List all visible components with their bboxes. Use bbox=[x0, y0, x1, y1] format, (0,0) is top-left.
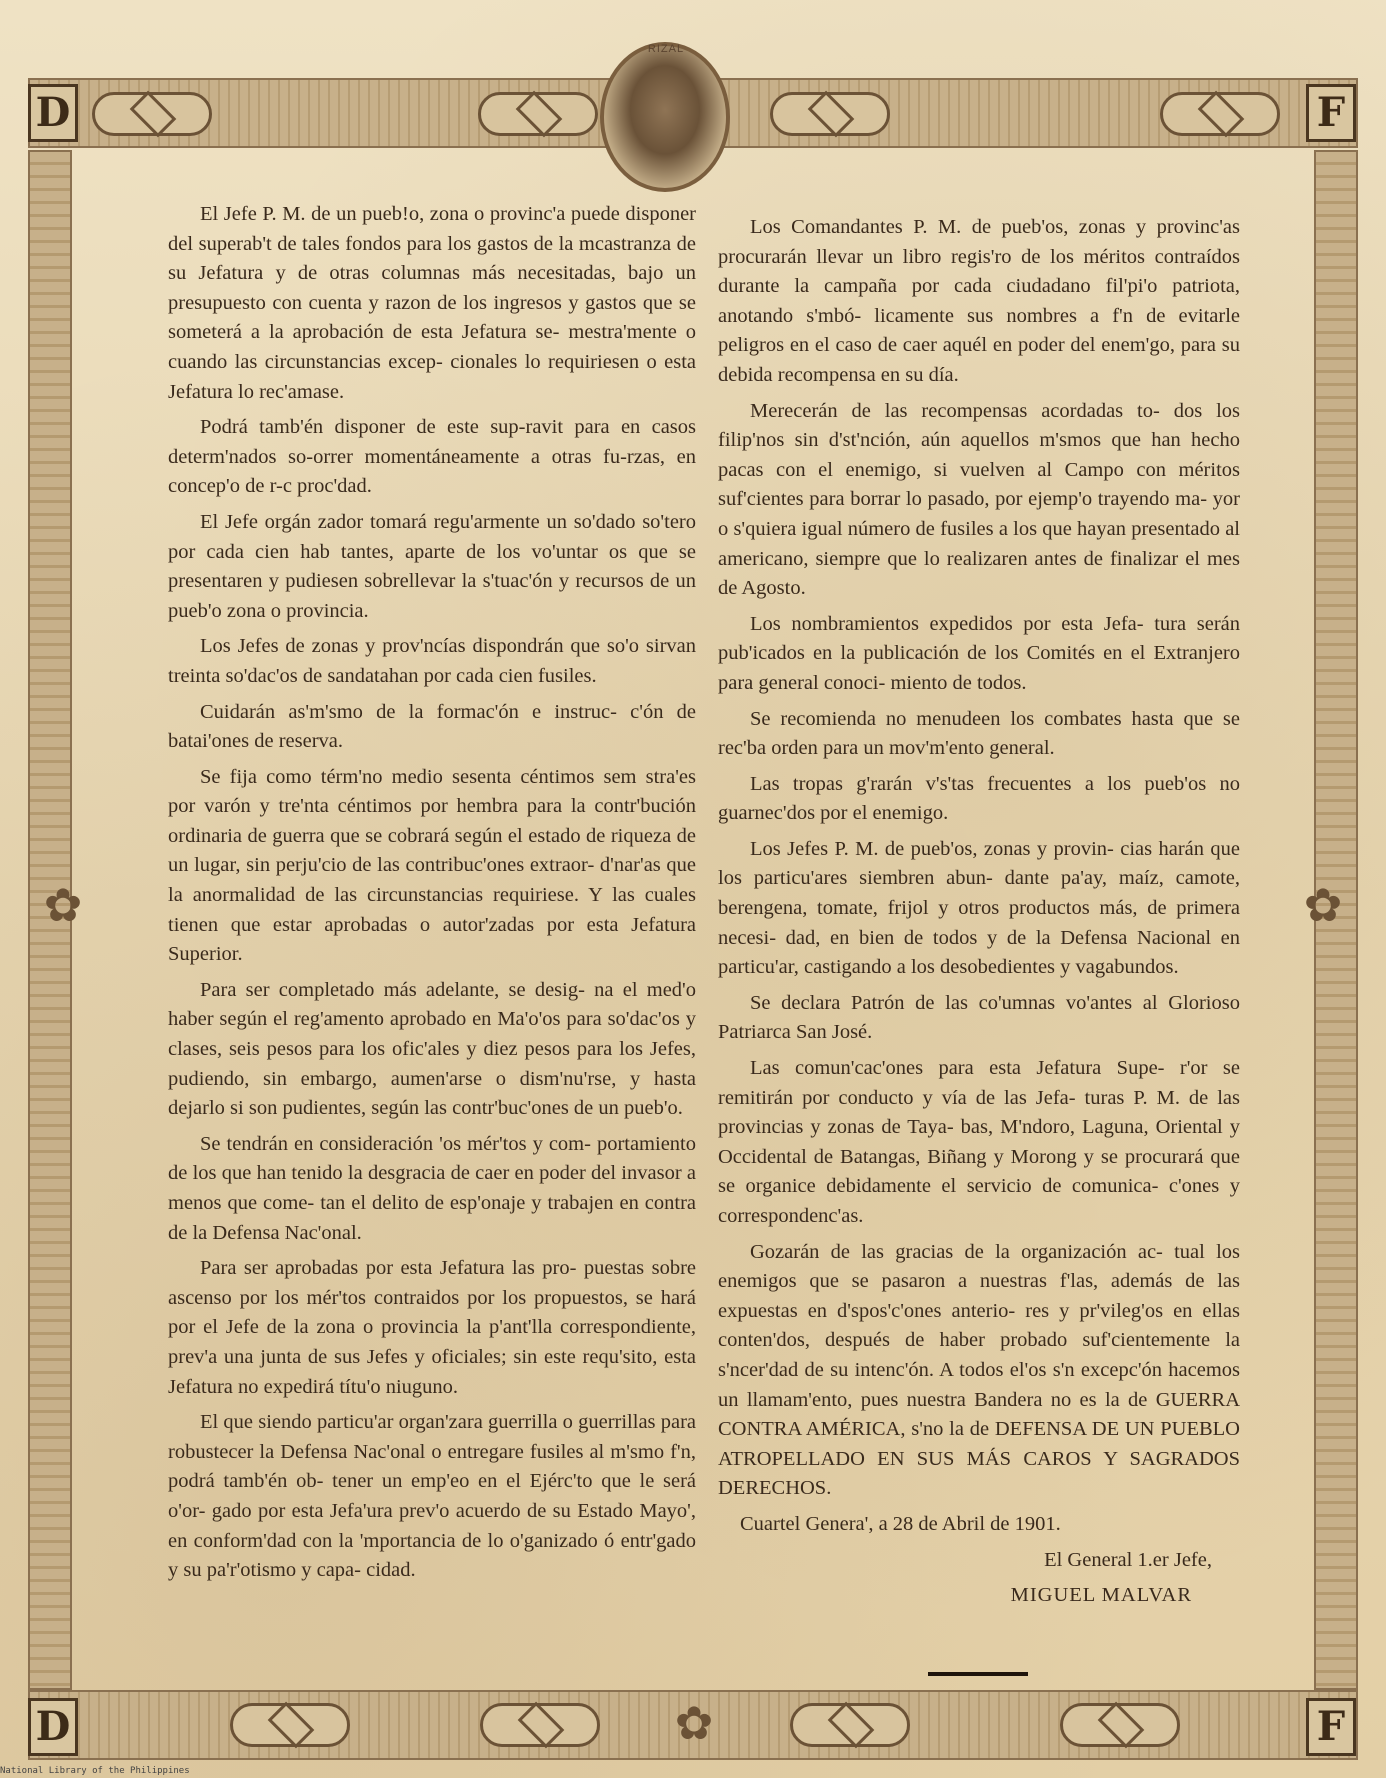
flower-ornament-icon: ✿ bbox=[1303, 880, 1343, 931]
paragraph: Para ser completado más adelante, se desig- na el med'o haber según el reg'amento aprobado en Ma'o'os para so'dac'os y clases, seis pesos para los ofic'ales y diez pesos para los Jefes, pudiendo, sin embargo, aumen'arse o dism'nu'rse, y hasta dejarlo si son pudientes, según las contr'buc'ones de un pueb'o. bbox=[168, 978, 696, 1120]
scroll-ornament-icon bbox=[230, 1703, 350, 1747]
right-text-column bbox=[718, 213, 1240, 1617]
corner-monogram-bottom-right: F bbox=[1306, 1698, 1356, 1756]
scroll-ornament-icon bbox=[480, 1703, 600, 1747]
scroll-ornament-icon bbox=[478, 92, 598, 136]
paragraph: Se declara Patrón de las co'umnas vo'antes al Glorioso Patriarca San José. bbox=[718, 991, 1240, 1044]
scroll-ornament-icon bbox=[1160, 92, 1280, 136]
scroll-ornament-icon bbox=[790, 1703, 910, 1747]
portrait-label: RIZAL bbox=[647, 43, 685, 55]
flower-ornament-icon: ✿ bbox=[674, 1698, 714, 1749]
signature-name: MIGUEL MALVAR bbox=[1010, 1584, 1192, 1607]
paragraph: Los Jefes P. M. de pueb'os, zonas y provin- cias harán que los particu'ares siembren abun- dante pa'ay, maíz, camote, berengena, tomate, frijol y otros productos más, de primera necesi- dad, en bien de todos y de la Defensa Nacional en particu'ar, castigando a los desobedientes y vagabundos. bbox=[718, 837, 1240, 979]
scroll-ornament-icon bbox=[1060, 1703, 1180, 1747]
corner-monogram-top-right: F bbox=[1306, 84, 1356, 142]
paragraph: Las tropas g'rarán v's'tas frecuentes a los pueb'os no guarnec'dos por el enemigo. bbox=[718, 772, 1240, 825]
paragraph: Se recomienda no menudeen los combates hasta que se rec'ba orden para un mov'm'ento general. bbox=[718, 707, 1240, 760]
closing-rule bbox=[928, 1672, 1028, 1676]
corner-monogram-bottom-left: D bbox=[28, 1698, 78, 1756]
paragraph: Los nombramientos expedidos por esta Jefa- tura serán pub'icados en la publicación de los Comités en el Extranjero para general conoci- miento de todos. bbox=[718, 612, 1240, 694]
scroll-ornament-icon bbox=[92, 92, 212, 136]
footer-credit: National Library of the Philippines bbox=[0, 1766, 190, 1776]
paragraph: El que siendo particu'ar organ'zara guerrilla o guerrillas para robustecer la Defensa Nac'onal o entregare fusiles al m'smo f'n, podrá tamb'én ob- tener un emp'eo en el Ejérc'to que le será o'or- gado por esta Jefa'ura prev'o acuerdo de su Estado Mayo', en conform'dad con la 'mportancia de lo o'ganizado ó entr'gado y su pa'r'otismo y capa- cidad. bbox=[168, 1411, 696, 1582]
paragraph: Merecerán de las recompensas acordadas to- dos los filip'nos sin d'st'nción, aún aquellos m'smos que han hecho pacas con el enemigo, si vuelven al Campo con méritos suf'cientes para borrar lo pasado, por ejemp'o trayendo ma- yor o s'quiera igual número de fusiles a los que hayan presentado al americano, siempre que lo realizaren antes de finalizar el mes de Agosto. bbox=[718, 399, 1240, 600]
paragraph: El Jefe P. M. de un pueb!o, zona o provinc'a puede disponer del superab't de tales fondos para los gastos de la mcastranza de su Jefatura y de otras columnas más necesitadas, bajo un presupuesto con cuenta y razon de los ingresos y gastos que se someterá a la aprobación de esta Jefatura se- mestra'mente o cuando las circunstancias excep- cionales lo requiriesen o esta Jefatura lo rec'amase. bbox=[168, 203, 696, 403]
paragraph: El Jefe orgán zador tomará regu'armente un so'dado so'tero por cada cien hab tantes, aparte de los vo'untar os que se presentaren y pudiesen sobrellevar la s'tuac'ón y recursos de un pueb'o zona o provincia. bbox=[168, 510, 696, 622]
corner-monogram-top-left: D bbox=[28, 84, 78, 142]
paragraph: Los Jefes de zonas y prov'ncías dispondrán que so'o sirvan treinta so'dac'os de sandatahan por cada cien fusiles. bbox=[168, 635, 696, 687]
left-text-column bbox=[168, 200, 696, 1592]
paragraph: Se fija como térm'no medio sesenta céntimos sem stra'es por varón y tre'nta céntimos por hembra para la contr'bución ordinaria de guerra que se cobrará según el estado de riqueza de un lugar, sin perju'cio de las contribuc'ones extraor- d'nar'as que la anormalidad de las circunstancias requiriese. Y las cuales tienen que estar aprobadas o autor'zadas por esta Jefatura Superior. bbox=[168, 765, 696, 966]
scroll-ornament-icon bbox=[770, 92, 890, 136]
flower-ornament-icon: ✿ bbox=[43, 880, 83, 931]
paragraph: Cuidarán as'm'smo de la formac'ón e instruc- c'ón de batai'ones de reserva. bbox=[168, 700, 696, 753]
paragraph: Los Comandantes P. M. de pueb'os, zonas y provinc'as procurarán llevar un libro regis'ro de los méritos contraídos durante la campaña por cada ciudadano fil'pi'o patriota, anotando s'mbó- licamente sus nombres a f'n de evitarle peligros en el caso de caer aquél en poder del enem'go, para su debida recompensa en su día. bbox=[718, 216, 1240, 386]
portrait-medallion bbox=[600, 42, 730, 192]
paragraph: Para ser aprobadas por esta Jefatura las pro- puestas sobre ascenso por los mér'tos contraidos por los propuestos, se hará por el Jefe de la zona o provincia la p'ant'lla correspondiente, prev'a una junta de sus Jefes y oficiales; sin este requ'sito, esta Jefatura no expedirá títu'o niuguno. bbox=[168, 1257, 696, 1398]
signature-place-date: Cuartel Genera', a 28 de Abril de 1901. bbox=[740, 1512, 1061, 1535]
paragraph: Gozarán de las gracias de la organización ac- tual los enemigos que se pasaron a nuestras f'las, además de las expuestas en d'spos'c'ones anterio- res y pr'vileg'os en ellas conten'dos, después de haber probado suf'cientemente la s'ncer'dad de su intenc'ón. A todos el'os s'n excepc'ón hacemos un llamam'ento, pues nuestra Bandera no es la de GUERRA CONTRA AMÉRICA, s'no la de DEFENSA DE UN PUEBLO ATROPELLADO EN SUS MÁS CAROS Y SAGRADOS DERECHOS. bbox=[718, 1240, 1240, 1500]
paragraph: Podrá tamb'én disponer de este sup-ravit para en casos determ'nados so-orrer momentáneamente a otras fu-rzas, en concep'o de r-c proc'dad. bbox=[168, 416, 696, 498]
signature-title: El General 1.er Jefe, bbox=[1044, 1548, 1212, 1571]
paragraph: Las comun'cac'ones para esta Jefatura Supe- r'or se remitirán por conducto y vía de las Jefa- turas P. M. de las provincias y zonas de Taya- bas, M'ndoro, Laguna, Oriental y Occidental de Batangas, Biñang y Morong y se procurará que se organice debidamente el servicio de comunica- c'ones y correspondenc'as. bbox=[718, 1057, 1240, 1227]
paragraph: Se tendrán en consideración 'os mér'tos y com- portamiento de los que han tenido la desgracia de caer en poder del invasor a menos que come- tan el delito de esp'onaje y trabajen en contra de la Defensa Nac'onal. bbox=[168, 1132, 696, 1244]
